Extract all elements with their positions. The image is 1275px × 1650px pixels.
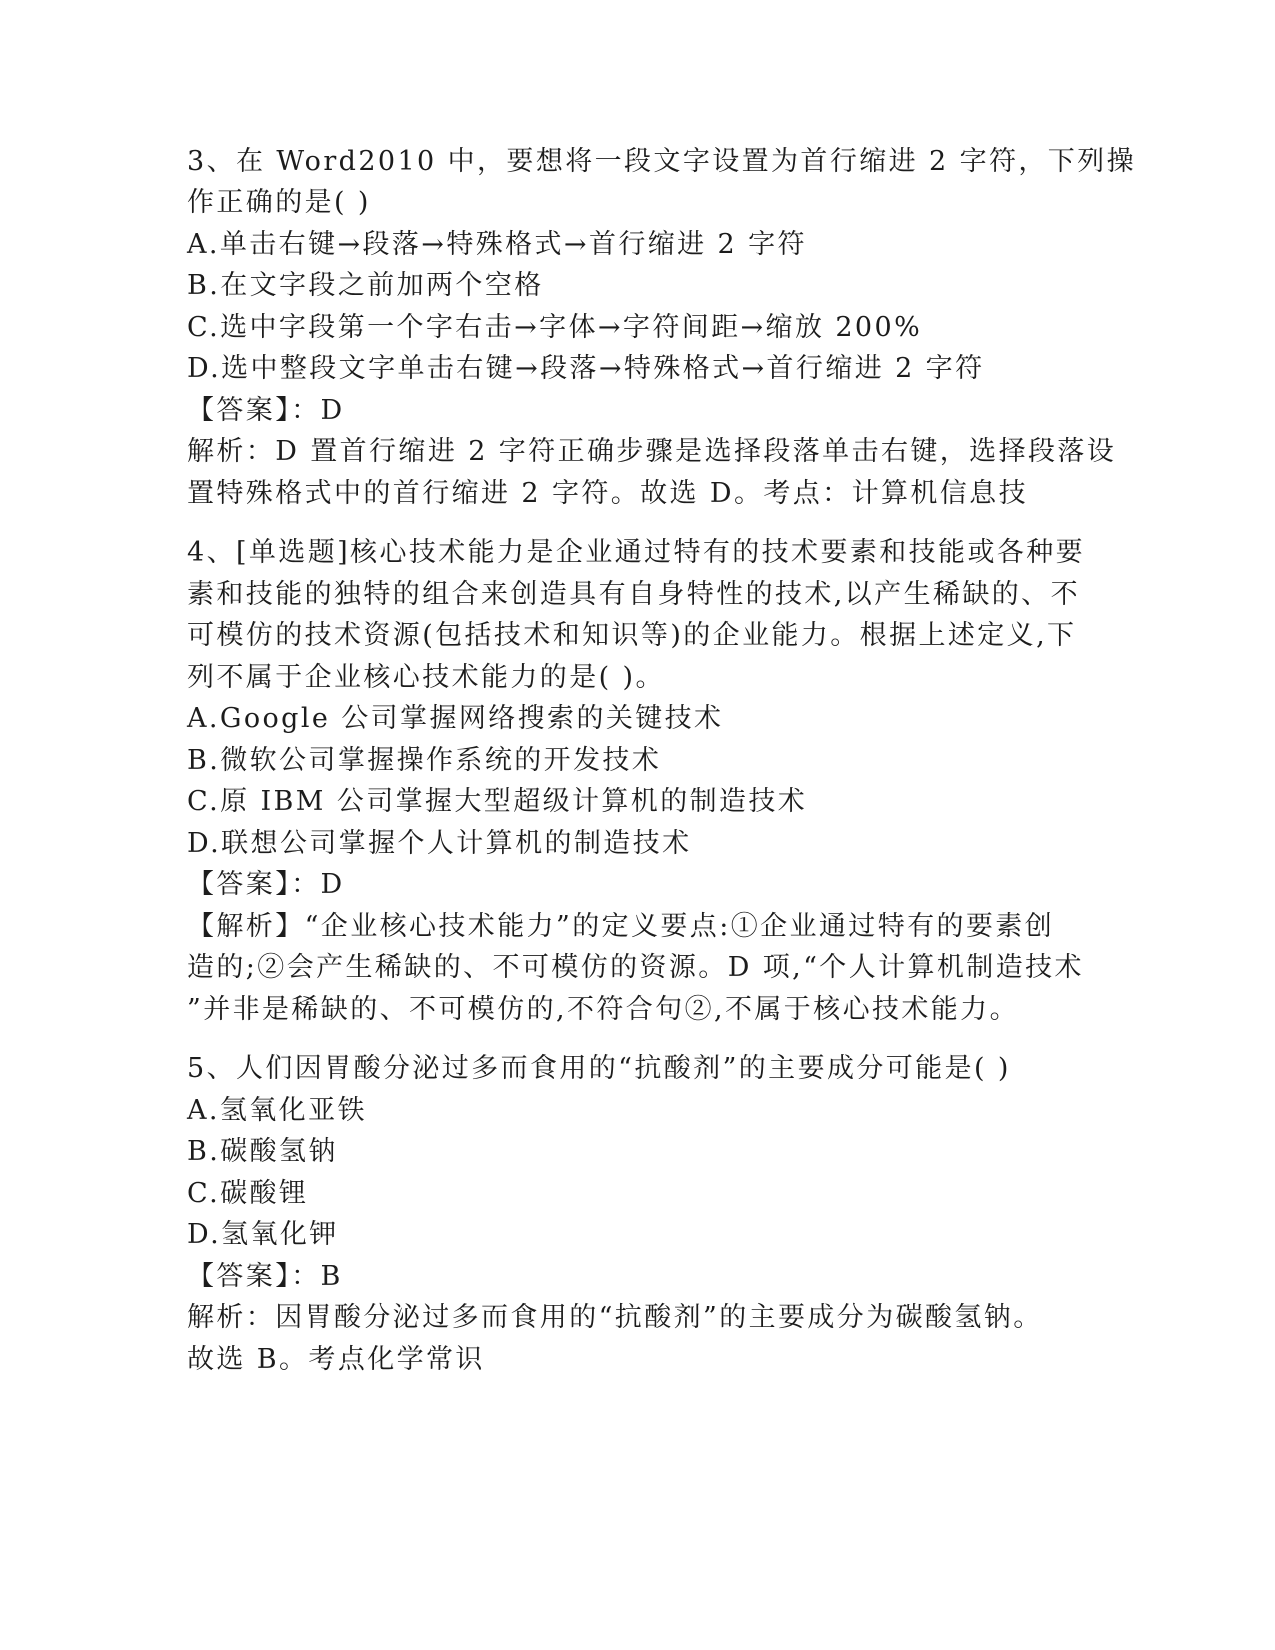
question-stem-line: 3、在 Word2010 中，要想将一段文字设置为首行缩进 2 字符，下列操 — [187, 146, 1136, 177]
option-c: C.原 IBM 公司掌握大型超级计算机的制造技术 — [187, 786, 808, 817]
question-stem-line: 列不属于企业核心技术能力的是( )。 — [187, 662, 665, 693]
analysis-line: 解析：因胃酸分泌过多而食用的“抗酸剂”的主要成分为碳酸氢钠。 — [187, 1302, 1043, 1333]
option-d: D.氢氧化钾 — [187, 1219, 339, 1250]
answer-line: 【答案】：D — [187, 395, 345, 426]
analysis-line: 【解析】“企业核心技术能力”的定义要点:①企业通过特有的要素创 — [187, 911, 1055, 942]
option-a: A.单击右键→段落→特殊格式→首行缩进 2 字符 — [187, 229, 807, 260]
answer-line: 【答案】：D — [187, 869, 345, 900]
question-stem-line: 素和技能的独特的组合来创造具有自身特性的技术,以产生稀缺的、不 — [187, 579, 1080, 610]
option-d: D.选中整段文字单击右键→段落→特殊格式→首行缩进 2 字符 — [187, 353, 985, 384]
option-a: A.Google 公司掌握网络搜索的关键技术 — [187, 703, 724, 734]
option-c: C.碳酸锂 — [187, 1178, 309, 1209]
analysis-line: 解析：D 置首行缩进 2 字符正确步骤是选择段落单击右键，选择段落设 — [187, 436, 1117, 467]
option-a: A.氢氧化亚铁 — [187, 1095, 367, 1126]
option-b: B.在文字段之前加两个空格 — [187, 270, 544, 301]
question-stem-line: 5、人们因胃酸分泌过多而食用的“抗酸剂”的主要成分可能是( ) — [187, 1053, 1011, 1084]
analysis-line: 故选 B。考点化学常识 — [187, 1344, 485, 1375]
question-stem-line: 作正确的是( ) — [187, 187, 371, 218]
analysis-line: 造的;②会产生稀缺的、不可模仿的资源。D 项,“个人计算机制造技术 — [187, 952, 1084, 983]
option-b: B.微软公司掌握操作系统的开发技术 — [187, 745, 662, 776]
analysis-line: ”并非是稀缺的、不可模仿的,不符合句②,不属于核心技术能力。 — [187, 994, 1019, 1025]
question-stem-line: 4、[单选题]核心技术能力是企业通过特有的技术要素和技能或各种要 — [187, 537, 1086, 568]
analysis-line: 置特殊格式中的首行缩进 2 字符。故选 D。考点：计算机信息技 — [187, 478, 1028, 509]
option-c: C.选中字段第一个字右击→字体→字符间距→缩放 200% — [187, 312, 923, 343]
question-stem-line: 可模仿的技术资源(包括技术和知识等)的企业能力。根据上述定义,下 — [187, 620, 1077, 651]
option-b: B.碳酸氢钠 — [187, 1136, 338, 1167]
option-d: D.联想公司掌握个人计算机的制造技术 — [187, 828, 692, 859]
answer-line: 【答案】：B — [187, 1261, 343, 1292]
